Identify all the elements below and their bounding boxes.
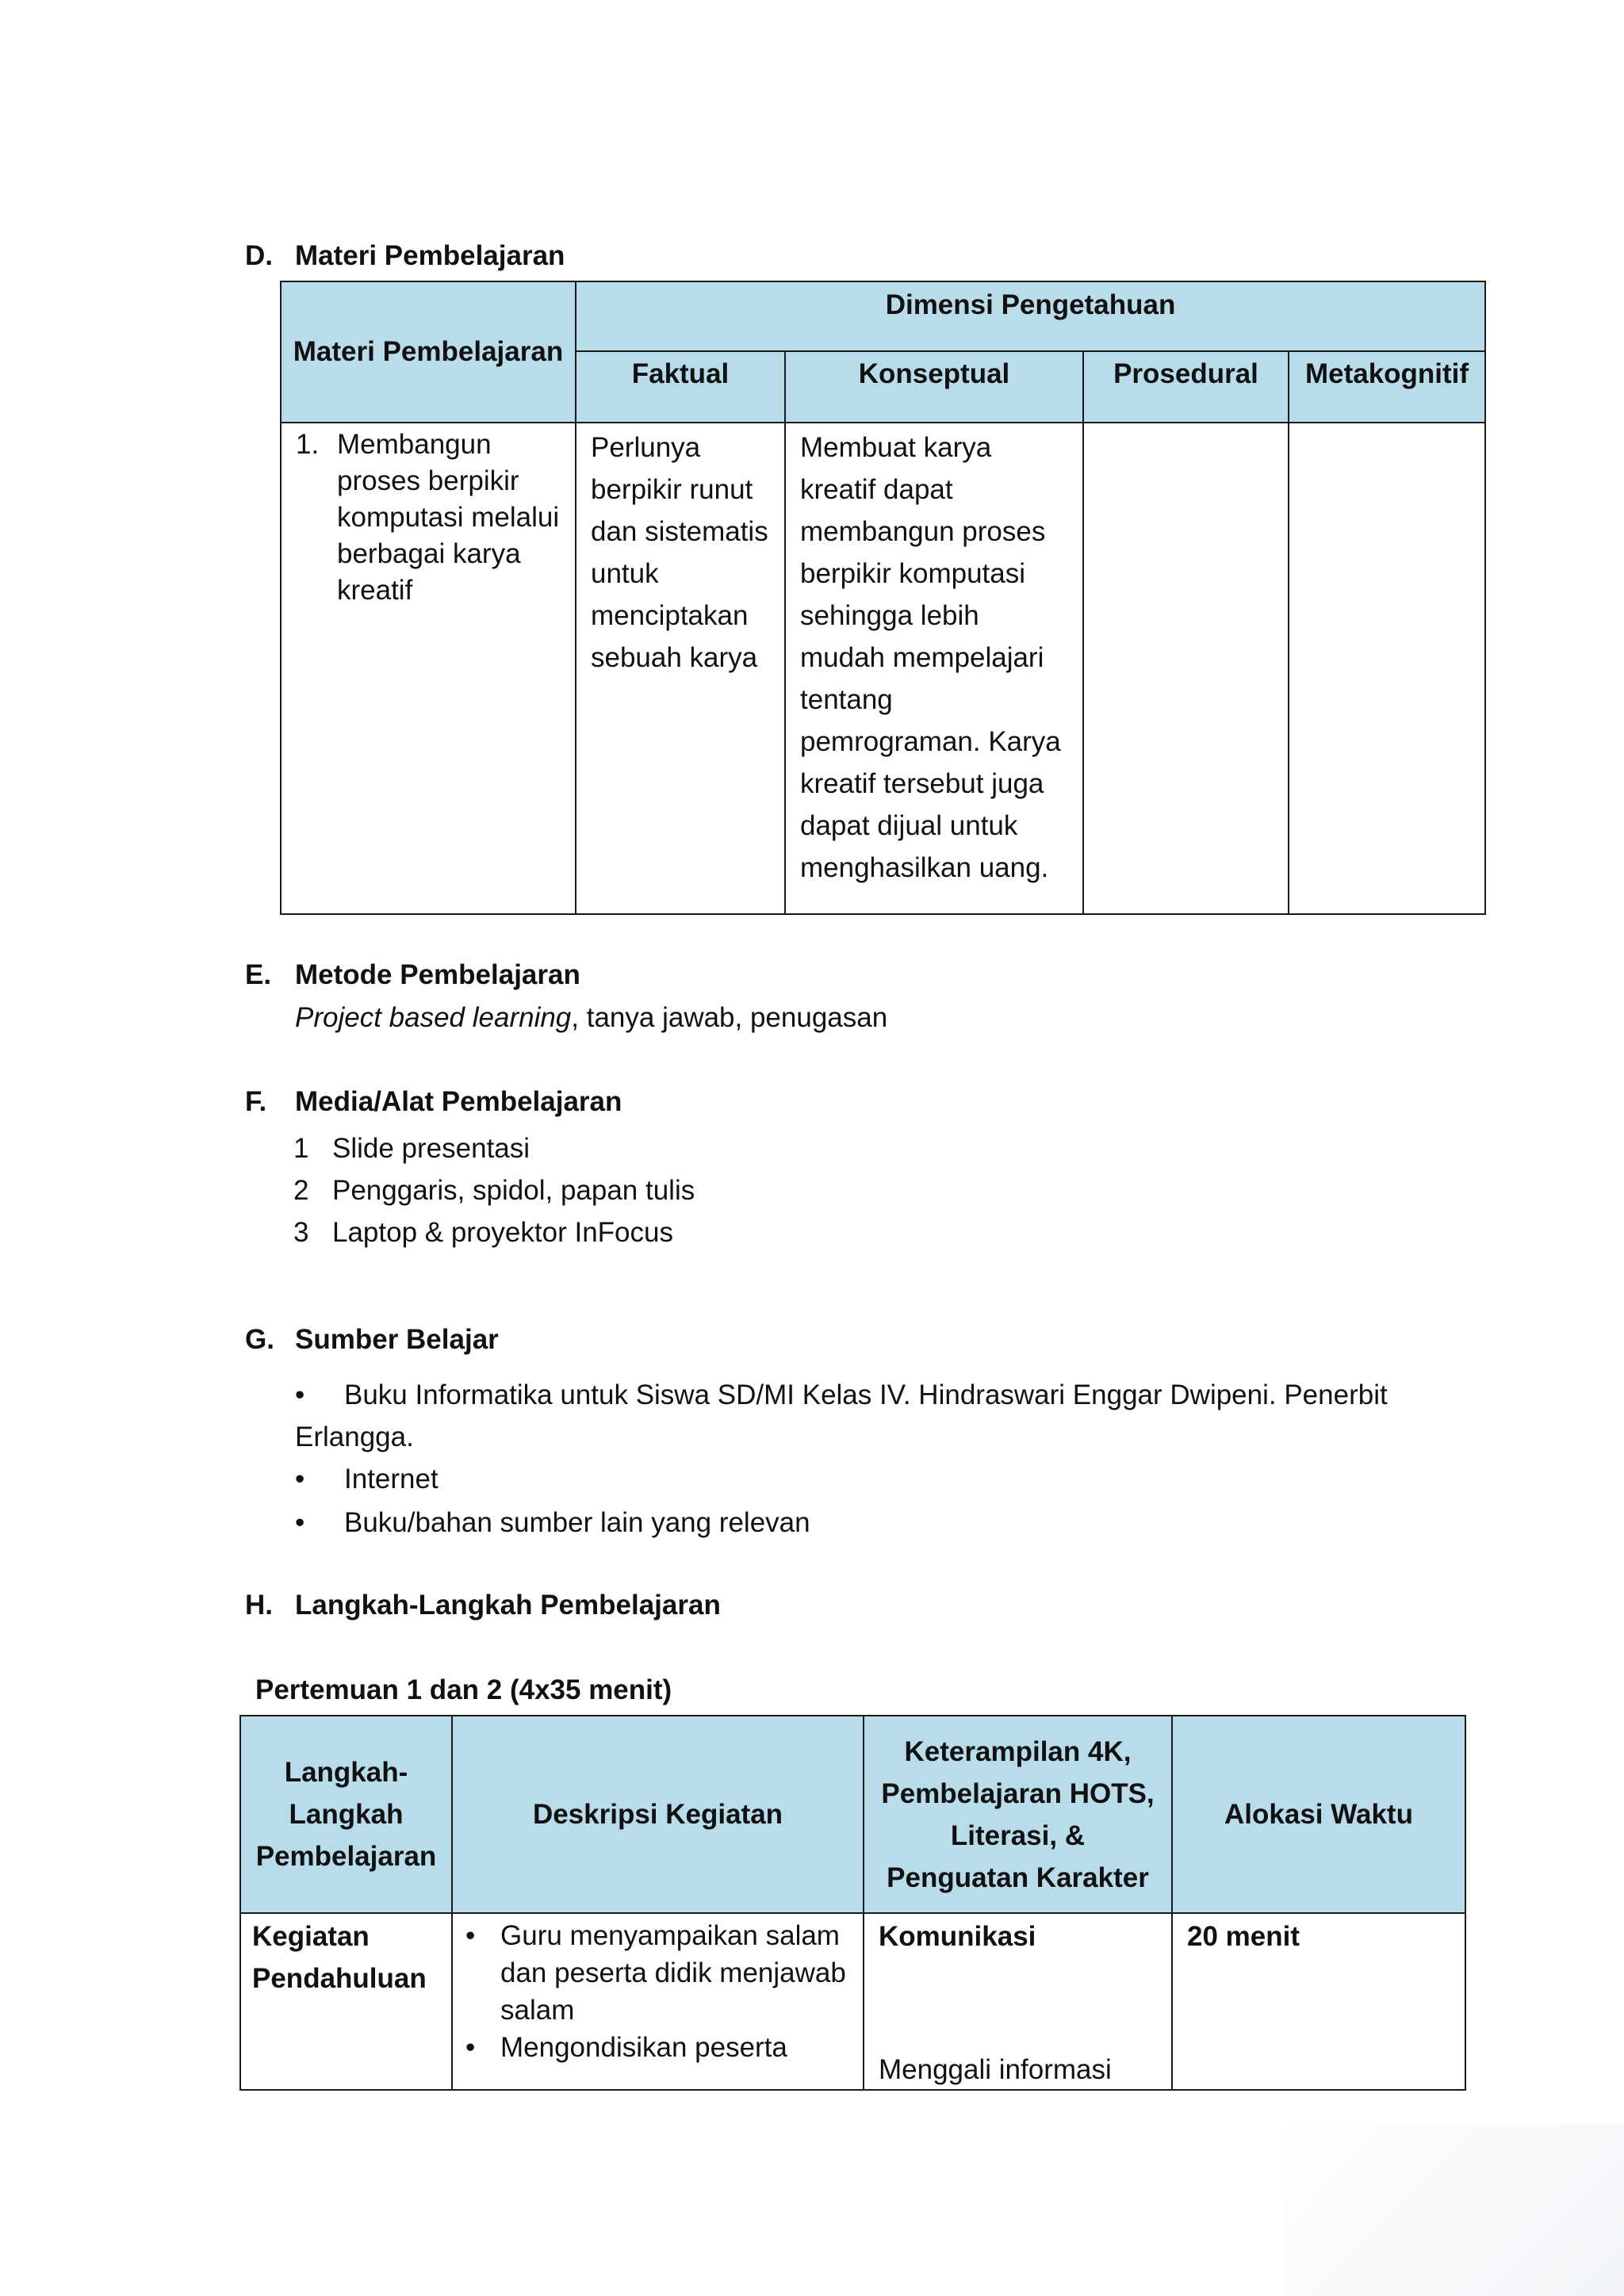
sumber-list — [295, 1374, 1388, 1544]
alokasi-header: Alokasi Waktu — [1172, 1716, 1465, 1913]
bullet-icon: • — [295, 1464, 305, 1494]
media-item — [293, 1127, 695, 1169]
media-item — [293, 1169, 695, 1211]
sumber-item-text: Internet — [344, 1464, 439, 1494]
media-item-number: 2 — [293, 1175, 309, 1206]
meeting-title: Pertemuan 1 dan 2 (4x35 menit) — [255, 1674, 672, 1705]
section-f-letter: F. — [245, 1086, 267, 1117]
deskripsi-cell — [452, 1913, 864, 2090]
bullet-icon: • — [295, 1507, 305, 1538]
media-item-number: 1 — [293, 1133, 309, 1164]
materi-cell — [281, 423, 576, 914]
method-text — [295, 1001, 887, 1035]
section-e-title: Metode Pembelajaran — [295, 959, 580, 990]
section-d-heading — [245, 239, 565, 274]
keterampilan-header: Keterampilan 4K, Pembelajaran HOTS, Literasi, & Penguatan Karakter — [864, 1716, 1172, 1913]
metakognitif-cell — [1289, 423, 1485, 914]
section-e-letter: E. — [245, 959, 272, 990]
alokasi-cell: 20 menit — [1172, 1913, 1465, 2090]
sumber-item — [295, 1458, 1388, 1500]
method-rest: , tanya jawab, penugasan — [571, 1002, 888, 1033]
page-corner-shade — [1285, 2125, 1624, 2296]
faktual-cell: Perlunya berpikir runut dan sistematis untuk menciptakan sebuah karya — [576, 423, 785, 914]
keterampilan-bold: Komunikasi — [879, 1921, 1036, 1952]
metakognitif-header: Metakognitif — [1289, 351, 1485, 423]
section-h-letter: H. — [245, 1590, 273, 1621]
materi-text: Membangun proses berpikir komputasi melalui berbagai karya kreatif — [337, 429, 560, 606]
deskripsi-item-text: Guru menyampaikan salam dan peserta didik menjawab salam — [500, 1920, 846, 2026]
faktual-header: Faktual — [576, 351, 785, 423]
section-f-heading — [245, 1085, 622, 1119]
bullet-icon: • — [465, 2032, 476, 2063]
section-g-title: Sumber Belajar — [295, 1324, 499, 1355]
materi-table — [280, 281, 1486, 915]
sumber-item-text: Buku/bahan sumber lain yang relevan — [344, 1507, 810, 1538]
media-item — [293, 1211, 695, 1253]
media-list — [293, 1127, 695, 1253]
bullet-icon: • — [295, 1380, 305, 1410]
konseptual-cell: Membuat karya kreatif dapat membangun proses berpikir komputasi sehingga lebih mudah mempelajari tentang pemrograman. Karya kreatif tersebut juga dapat dijual untuk menghasilkan uang. — [785, 423, 1083, 914]
section-g-letter: G. — [245, 1324, 274, 1355]
sumber-item — [295, 1374, 1388, 1416]
section-d-letter: D. — [245, 240, 273, 271]
section-d-title: Materi Pembelajaran — [295, 240, 565, 271]
langkah-header: Langkah-Langkah Pembelajaran — [240, 1716, 452, 1913]
section-f-title: Media/Alat Pembelajaran — [295, 1086, 622, 1117]
media-item-text: Penggaris, spidol, papan tulis — [332, 1175, 695, 1206]
section-g-heading — [245, 1322, 499, 1357]
deskripsi-item-text: Mengondisikan peserta — [500, 2032, 787, 2063]
prosedural-cell — [1083, 423, 1289, 914]
section-h-heading — [245, 1588, 721, 1623]
method-italic: Project based learning — [295, 1002, 572, 1033]
materi-header: Materi Pembelajaran — [281, 281, 576, 423]
deskripsi-item — [465, 1917, 852, 2029]
materi-number: 1. — [296, 429, 320, 460]
keterampilan-text: Menggali informasi — [879, 2054, 1112, 2085]
media-item-text: Slide presentasi — [332, 1133, 530, 1164]
deskripsi-item — [465, 2029, 852, 2066]
keterampilan-cell — [864, 1913, 1172, 2090]
media-item-text: Laptop & proyektor InFocus — [332, 1217, 673, 1248]
sumber-item-continuation: Erlangga. — [295, 1422, 414, 1452]
section-h-title: Langkah-Langkah Pembelajaran — [295, 1590, 721, 1621]
bullet-icon: • — [465, 1920, 476, 1951]
media-item-number: 3 — [293, 1217, 309, 1248]
sumber-item — [295, 1502, 1388, 1544]
langkah-cell: Kegiatan Pendahuluan — [240, 1913, 452, 2090]
konseptual-header: Konseptual — [785, 351, 1083, 423]
section-e-heading — [245, 958, 580, 993]
dimensi-header: Dimensi Pengetahuan — [576, 281, 1485, 351]
sumber-item-text: Buku Informatika untuk Siswa SD/MI Kelas IV. Hindraswari Enggar Dwipeni. Penerbit — [344, 1380, 1388, 1410]
deskripsi-header: Deskripsi Kegiatan — [452, 1716, 864, 1913]
langkah-table — [239, 1715, 1466, 2091]
prosedural-header: Prosedural — [1083, 351, 1289, 423]
